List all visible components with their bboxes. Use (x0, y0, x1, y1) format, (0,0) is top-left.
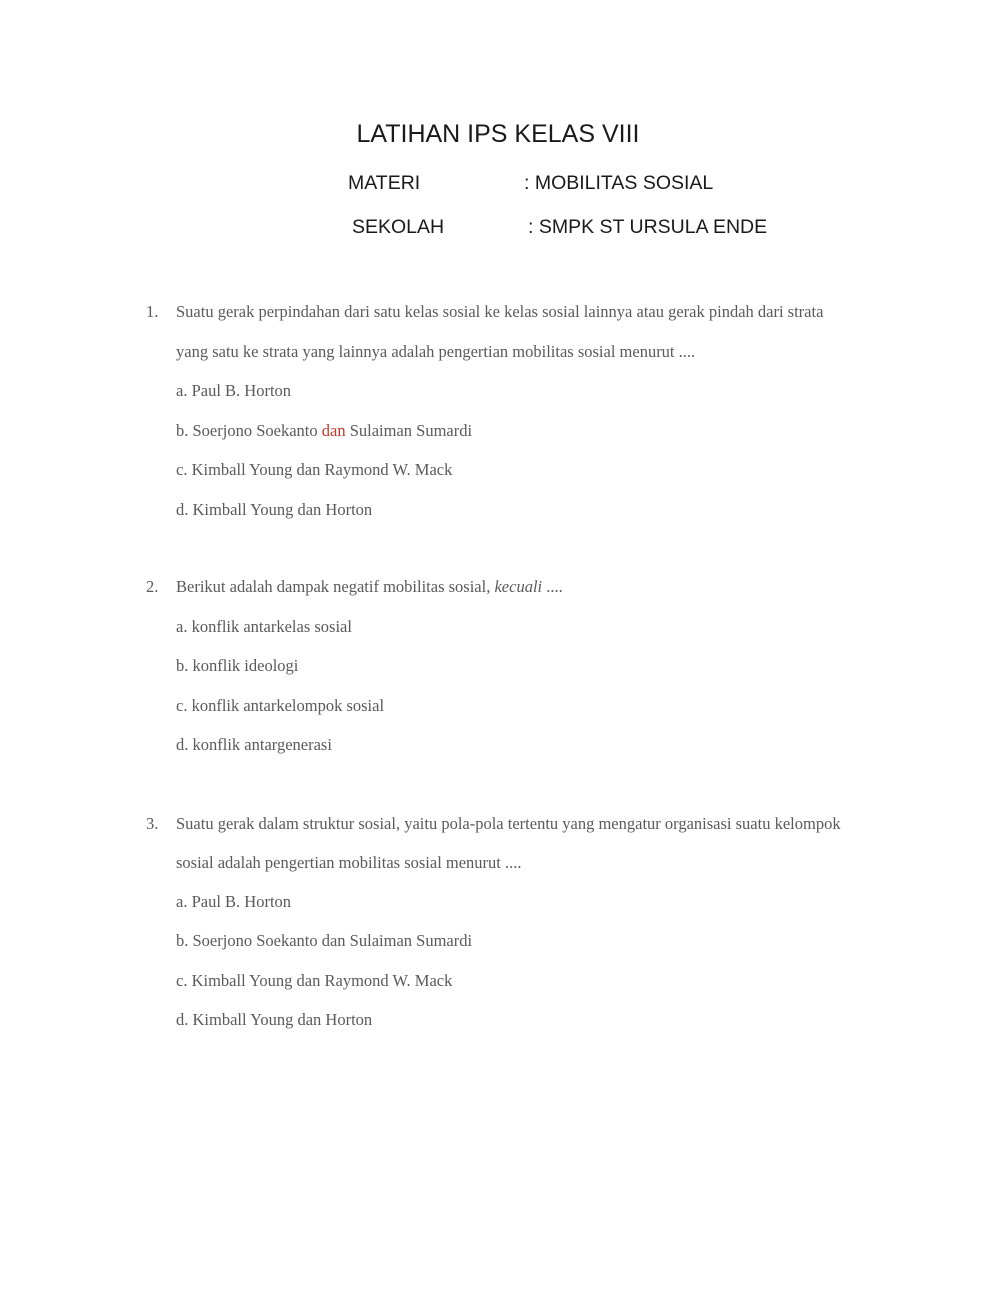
question-text-end: .... (542, 577, 563, 596)
materi-label: MATERI (348, 172, 421, 194)
option-c: c. konflik antarkelompok sosial (176, 696, 385, 715)
page-title-text: LATIHAN IPS KELAS VIII (356, 120, 640, 148)
option-d: d. Kimball Young dan Horton (176, 500, 373, 519)
question-number: 3. (146, 814, 159, 833)
sekolah-label: SEKOLAH (352, 216, 445, 238)
materi-value: : MOBILITAS SOSIAL (524, 172, 714, 194)
question-text-italic: kecuali (494, 577, 543, 596)
option-a: a. konflik antarkelas sosial (176, 617, 352, 636)
sekolah-value: : SMPK ST URSULA ENDE (528, 216, 768, 238)
question-number: 1. (146, 302, 159, 321)
option-b-text-start: b. Soerjono Soekanto (176, 421, 322, 440)
option-c: c. Kimball Young dan Raymond W. Mack (176, 971, 453, 990)
question-text-line-2: sosial adalah pengertian mobilitas sosial menurut .... (176, 853, 522, 872)
option-a: a. Paul B. Horton (176, 381, 292, 400)
option-b-highlight: dan (321, 421, 346, 440)
option-d: d. konflik antargenerasi (176, 735, 332, 754)
option-b-text-end: Sulaiman Sumardi (345, 421, 473, 440)
question-text-line-1: Suatu gerak perpindahan dari satu kelas sosial ke kelas sosial lainnya atau gerak pindah dari strata (176, 302, 824, 321)
option-b: b. konflik ideologi (176, 656, 299, 675)
question-text-start: Berikut adalah dampak negatif mobilitas sosial, (176, 577, 495, 596)
option-b (176, 421, 472, 441)
question-text-line-1: Suatu gerak dalam struktur sosial, yaitu pola-pola tertentu yang mengatur organisasi suatu kelompok (176, 814, 841, 833)
option-d: d. Kimball Young dan Horton (176, 1010, 373, 1029)
question-number: 2. (146, 577, 159, 596)
question-text-line-1 (176, 577, 563, 597)
option-b: b. Soerjono Soekanto dan Sulaiman Sumardi (176, 931, 473, 950)
page-title (0, 120, 1000, 149)
question-text-line-2: yang satu ke strata yang lainnya adalah pengertian mobilitas sosial menurut .... (176, 342, 696, 361)
option-c: c. Kimball Young dan Raymond W. Mack (176, 460, 453, 479)
option-a: a. Paul B. Horton (176, 892, 292, 911)
